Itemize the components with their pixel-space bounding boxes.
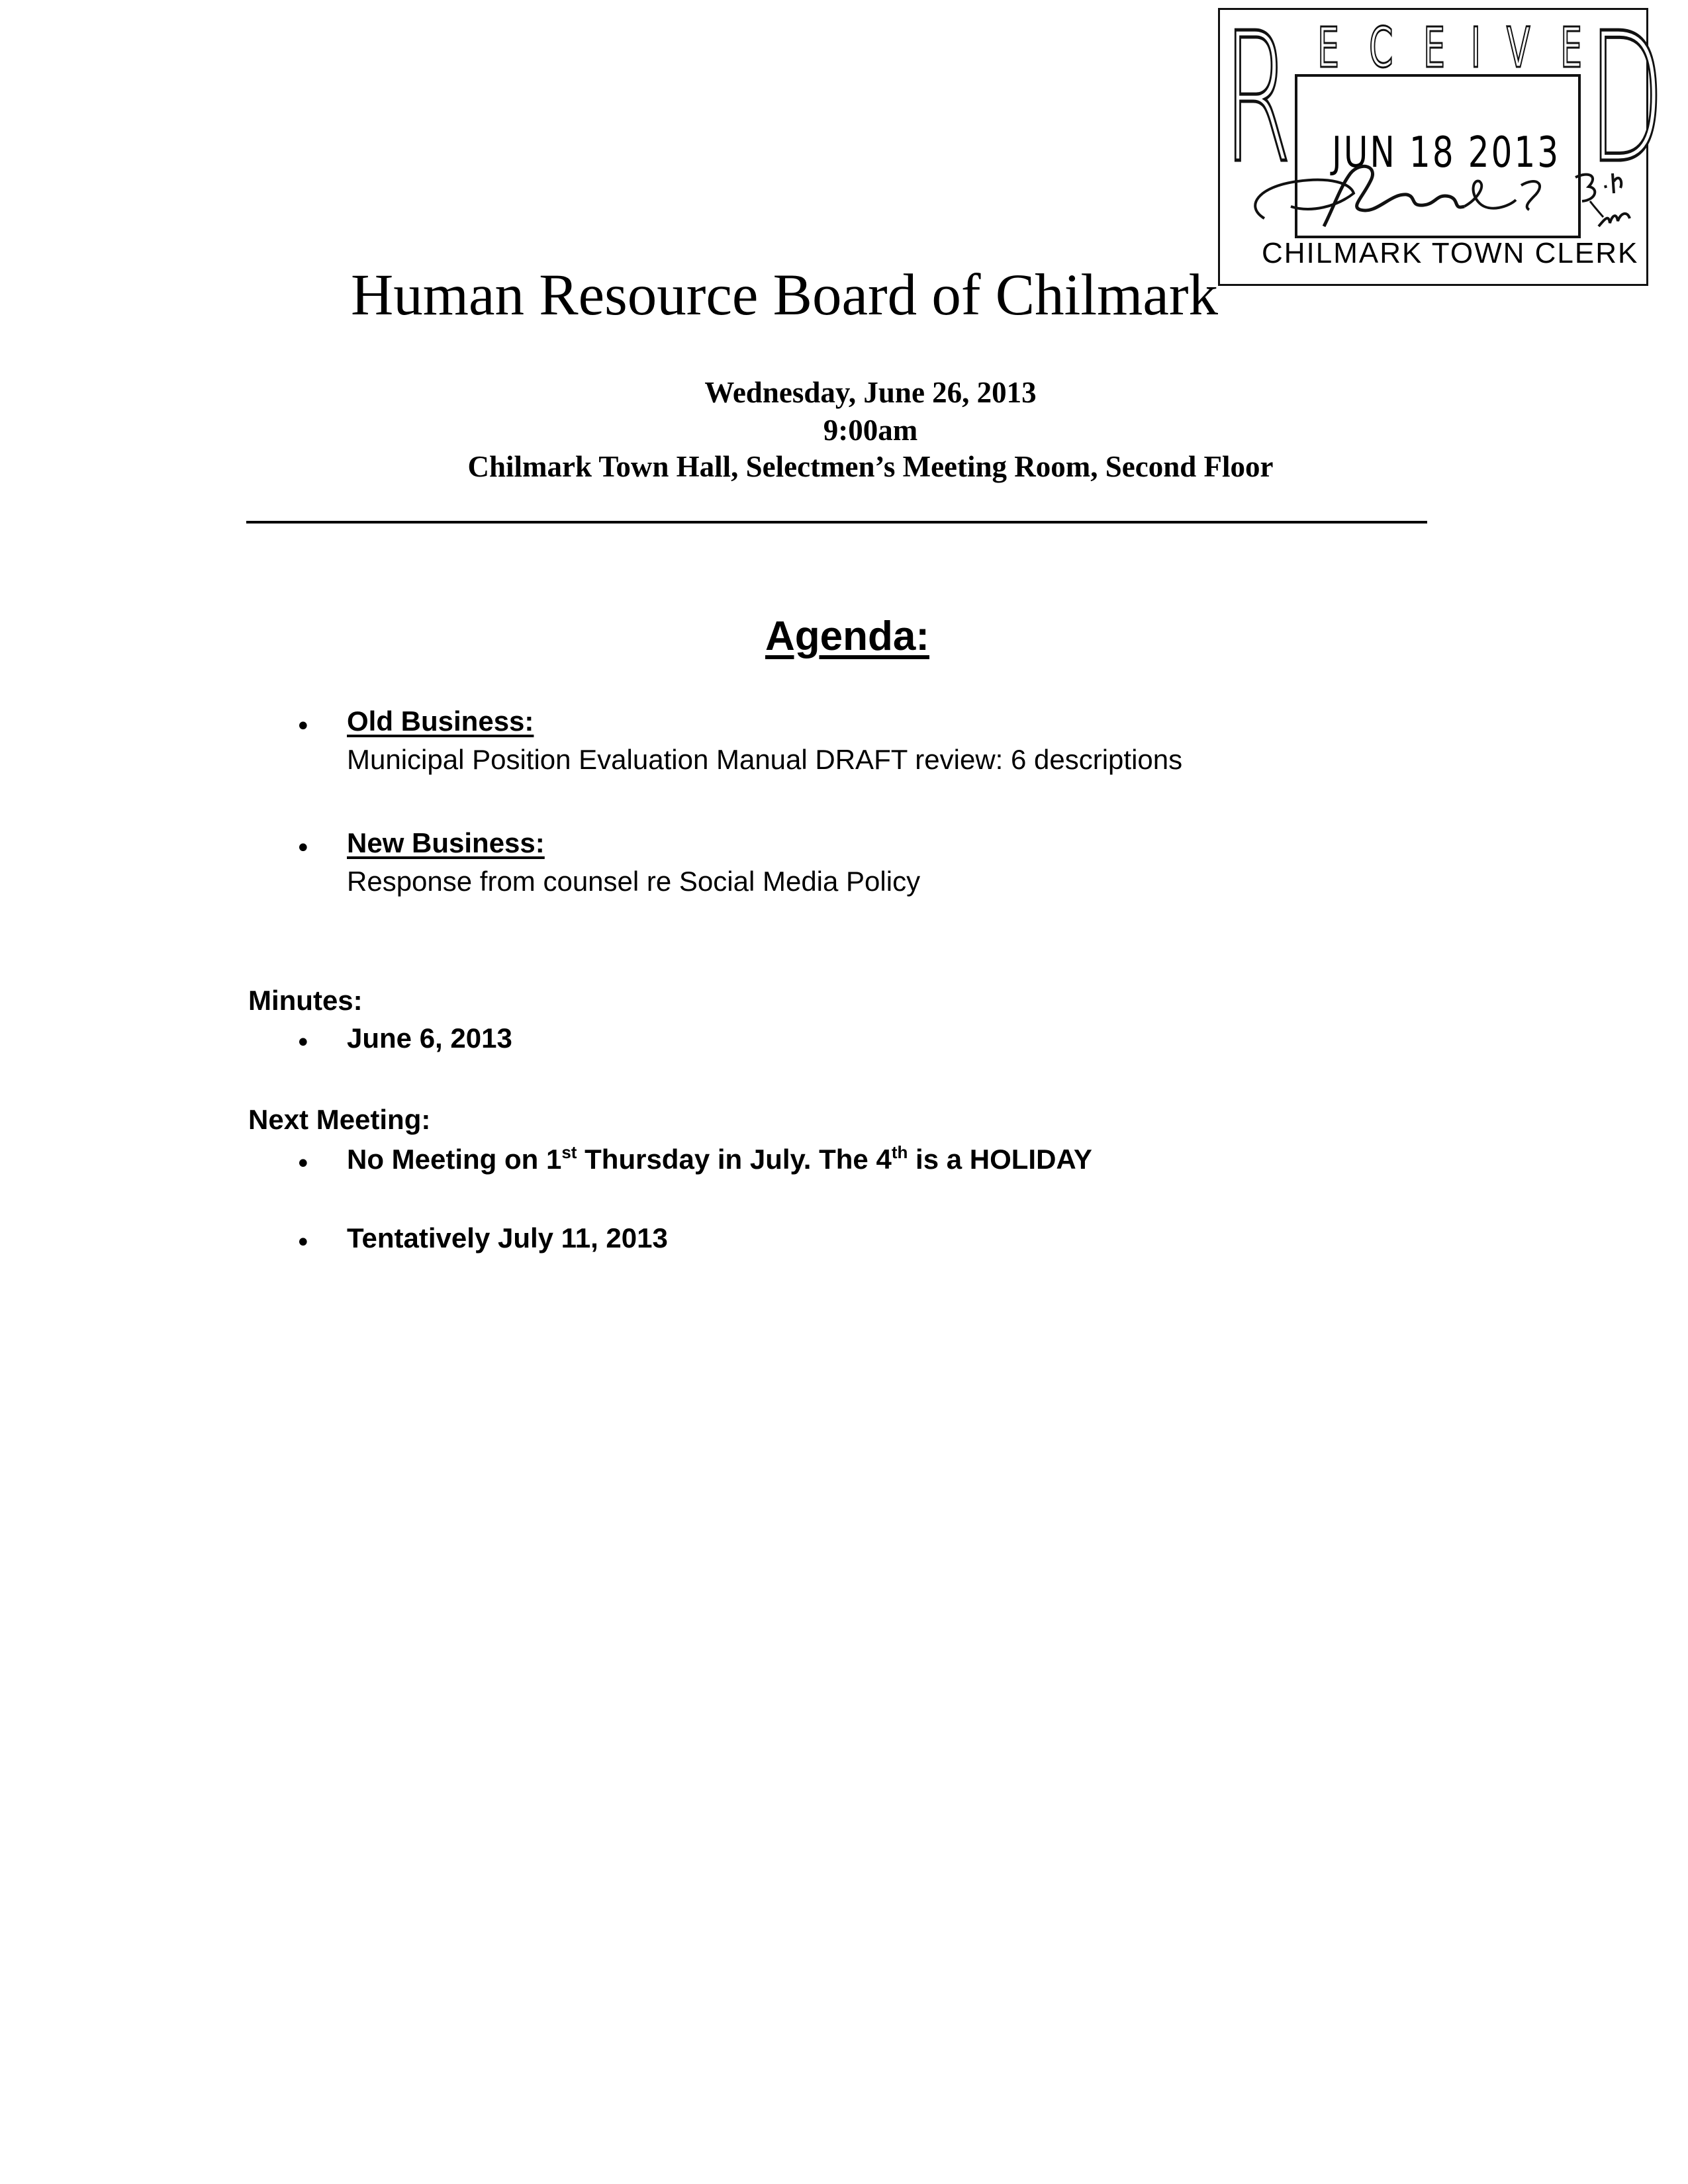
stamp-date: JUN 18 2013 xyxy=(1332,128,1561,177)
header-divider xyxy=(246,521,1427,523)
new-business-text: Response from counsel re Social Media Policy xyxy=(347,866,921,897)
stamp-letter: C xyxy=(1369,15,1393,80)
meeting-location: Chilmark Town Hall, Selectmen’s Meeting Room, Second Floor xyxy=(467,450,1274,483)
minutes-heading: Minutes: xyxy=(248,985,363,1016)
agenda-heading: Agenda: xyxy=(765,614,929,659)
stamp-letter: E xyxy=(1423,15,1445,80)
stamp-clerk-label: CHILMARK TOWN CLERK xyxy=(1262,237,1639,269)
stamp-letter-d: D xyxy=(1589,0,1665,203)
ordinal-suffix: th xyxy=(891,1142,908,1162)
bullet-icon: • xyxy=(295,1228,311,1258)
note-part: Thursday in July. The 4 xyxy=(577,1144,892,1175)
bullet-icon: • xyxy=(295,833,311,864)
next-meeting-note xyxy=(347,1144,1092,1175)
minutes-item: June 6, 2013 xyxy=(347,1023,512,1054)
old-business-text: Municipal Position Evaluation Manual DRAFT review: 6 descriptions xyxy=(347,744,1183,775)
stamp-letter: E xyxy=(1560,15,1582,80)
stamp-letter: E xyxy=(1317,15,1339,80)
bullet-icon: • xyxy=(295,1028,311,1058)
ordinal-suffix: st xyxy=(561,1142,577,1162)
received-stamp xyxy=(1218,0,1665,286)
next-meeting-heading: Next Meeting: xyxy=(248,1104,431,1135)
handwritten-signature xyxy=(1218,0,1648,286)
note-part: No Meeting on 1 xyxy=(347,1144,562,1175)
new-business-label: New Business: xyxy=(347,827,545,858)
note-part: is a HOLIDAY xyxy=(908,1144,1092,1175)
meeting-date: Wednesday, June 26, 2013 xyxy=(704,376,1037,409)
stamp-letter: I xyxy=(1470,15,1481,80)
next-meeting-date: Tentatively July 11, 2013 xyxy=(347,1222,668,1253)
stamp-letter-r: R xyxy=(1223,0,1292,203)
meeting-time: 9:00am xyxy=(823,414,918,447)
bullet-icon: • xyxy=(295,1149,311,1179)
bullet-icon: • xyxy=(295,711,311,742)
stamp-letter: V xyxy=(1507,15,1531,80)
page-title: Human Resource Board of Chilmark xyxy=(351,263,1218,328)
old-business-label: Old Business: xyxy=(347,705,534,737)
